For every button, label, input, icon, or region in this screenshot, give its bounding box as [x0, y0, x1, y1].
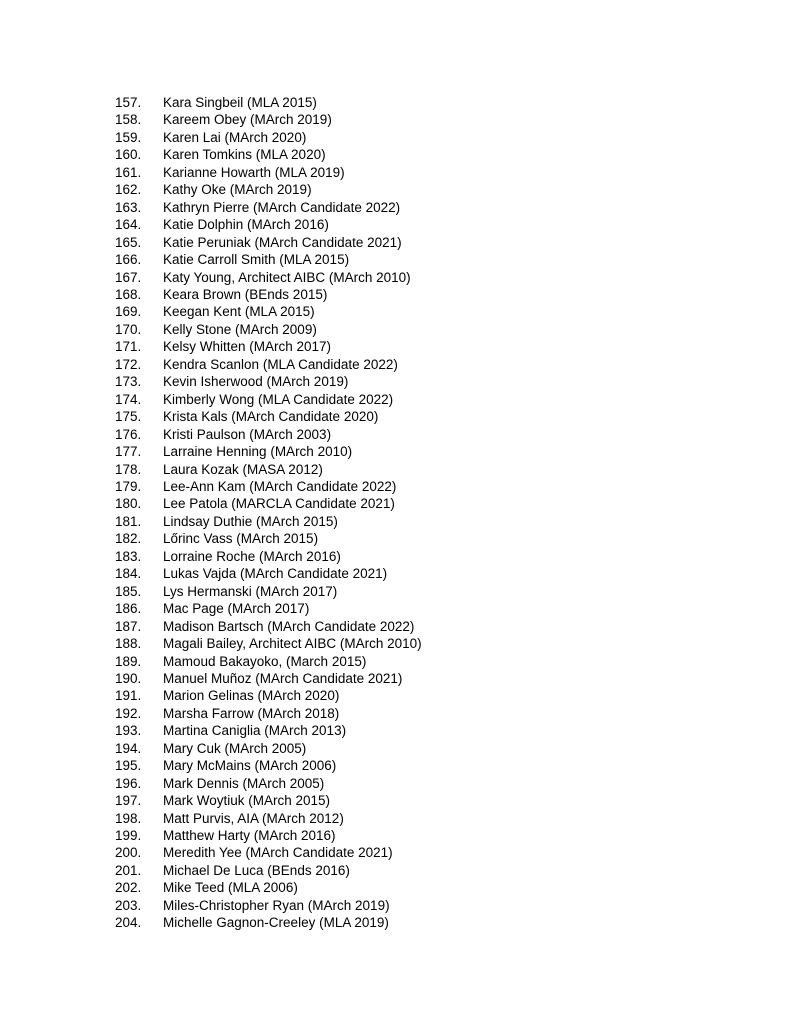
list-item [115, 530, 731, 547]
list-item-number: 194. [115, 740, 142, 756]
list-item-number: 196. [115, 775, 142, 791]
list-item [115, 879, 731, 896]
list-item-number: 160. [115, 147, 142, 163]
list-item-number: 203. [115, 897, 142, 913]
list-item [115, 670, 731, 687]
list-item-text: Lőrinc Vass (MArch 2015) [163, 531, 319, 547]
list-item [115, 321, 731, 338]
list-item [115, 234, 731, 251]
list-item-number: 202. [115, 880, 142, 896]
list-item-text: Matt Purvis, AIA (MArch 2012) [163, 810, 344, 826]
list-item-number: 181. [115, 513, 142, 529]
list-item [115, 775, 731, 792]
list-item-text: Kendra Scanlon (MLA Candidate 2022) [163, 356, 398, 372]
list-item [115, 862, 731, 879]
list-item-number: 204. [115, 915, 142, 931]
list-item-text: Magali Bailey, Architect AIBC (MArch 2010) [163, 636, 422, 652]
list-item-number: 171. [115, 339, 142, 355]
list-item [115, 565, 731, 582]
list-item [115, 722, 731, 739]
list-item [115, 792, 731, 809]
list-item-text: Lukas Vajda (MArch Candidate 2021) [163, 566, 388, 582]
list-item [115, 705, 731, 722]
list-item-number: 158. [115, 112, 142, 128]
list-item [115, 408, 731, 425]
list-item-number: 165. [115, 234, 142, 250]
list-item [115, 757, 731, 774]
list-item-text: Katie Dolphin (MArch 2016) [163, 217, 329, 233]
list-item [115, 687, 731, 704]
list-item-text: Keegan Kent (MLA 2015) [163, 304, 315, 320]
list-item-text: Kelly Stone (MArch 2009) [163, 321, 317, 337]
list-item-text: Manuel Muñoz (MArch Candidate 2021) [163, 670, 403, 686]
list-item-text: Matthew Harty (MArch 2016) [163, 828, 336, 844]
list-item [115, 495, 731, 512]
list-item-text: Karianne Howarth (MLA 2019) [163, 164, 345, 180]
list-item-number: 168. [115, 286, 142, 302]
list-item [115, 391, 731, 408]
list-item-number: 200. [115, 845, 142, 861]
list-item-text: Krista Kals (MArch Candidate 2020) [163, 409, 379, 425]
list-item-text: Mary McMains (MArch 2006) [163, 758, 337, 774]
list-item-number: 193. [115, 723, 142, 739]
list-item-number: 183. [115, 548, 142, 564]
list-item-text: Lys Hermanski (MArch 2017) [163, 583, 338, 599]
list-item-text: Kara Singbeil (MLA 2015) [163, 95, 317, 110]
list-item [115, 356, 731, 373]
list-item [115, 653, 731, 670]
list-item-number: 161. [115, 164, 142, 180]
list-item [115, 635, 731, 652]
list-item [115, 443, 731, 460]
list-item-number: 157. [115, 95, 142, 110]
list-item-text: Marion Gelinas (MArch 2020) [163, 688, 340, 704]
list-item-number: 163. [115, 199, 142, 215]
list-item-number: 174. [115, 391, 142, 407]
list-item [115, 600, 731, 617]
list-item [115, 286, 731, 303]
list-item-number: 187. [115, 618, 142, 634]
list-item-text: Lindsay Duthie (MArch 2015) [163, 513, 338, 529]
list-item-number: 182. [115, 531, 142, 547]
list-item [115, 303, 731, 320]
list-item-text: Kimberly Wong (MLA Candidate 2022) [163, 391, 394, 407]
list-item-text: Kareem Obey (MArch 2019) [163, 112, 332, 128]
list-item-text: Kristi Paulson (MArch 2003) [163, 426, 332, 442]
list-item-text: Larraine Henning (MArch 2010) [163, 444, 353, 460]
list-item-text: Madison Bartsch (MArch Candidate 2022) [163, 618, 415, 634]
list-item-text: Karen Tomkins (MLA 2020) [163, 147, 326, 163]
list-item-text: Katy Young, Architect AIBC (MArch 2010) [163, 269, 411, 285]
list-item-text: Miles-Christopher Ryan (MArch 2019) [163, 897, 390, 913]
list-item-number: 192. [115, 705, 142, 721]
list-item-text: Mary Cuk (MArch 2005) [163, 740, 307, 756]
list-item-text: Meredith Yee (MArch Candidate 2021) [163, 845, 393, 861]
list-item [115, 548, 731, 565]
list-item-text: Kathy Oke (MArch 2019) [163, 182, 312, 198]
list-item-number: 178. [115, 461, 142, 477]
list-item-text: Katie Carroll Smith (MLA 2015) [163, 252, 350, 268]
list-item [115, 810, 731, 827]
list-item-text: Mark Woytiuk (MArch 2015) [163, 793, 331, 809]
list-item-number: 185. [115, 583, 142, 599]
list-item [115, 251, 731, 268]
list-item [115, 740, 731, 757]
list-item [115, 338, 731, 355]
list-item-number: 170. [115, 321, 142, 337]
list-item [115, 426, 731, 443]
list-item-number: 175. [115, 409, 142, 425]
list-item [115, 583, 731, 600]
list-item-number: 184. [115, 566, 142, 582]
list-item [115, 111, 731, 128]
list-item-number: 169. [115, 304, 142, 320]
list-item-number: 172. [115, 356, 142, 372]
list-item-text: Kelsy Whitten (MArch 2017) [163, 339, 332, 355]
list-item-number: 191. [115, 688, 142, 704]
list-item-number: 195. [115, 758, 142, 774]
list-item-text: Lee Patola (MARCLA Candidate 2021) [163, 496, 395, 512]
list-item-number: 197. [115, 793, 142, 809]
list-item-text: Michael De Luca (BEnds 2016) [163, 862, 350, 878]
list-item-number: 180. [115, 496, 142, 512]
list-item [115, 827, 731, 844]
list-item [115, 618, 731, 635]
list-item-text: Katie Peruniak (MArch Candidate 2021) [163, 234, 402, 250]
list-item-number: 198. [115, 810, 142, 826]
list-item-text: Lee-Ann Kam (MArch Candidate 2022) [163, 478, 397, 494]
list-item-text: Marsha Farrow (MArch 2018) [163, 705, 340, 721]
list-item-text: Keara Brown (BEnds 2015) [163, 286, 328, 302]
list-item-number: 159. [115, 129, 142, 145]
list-item-text: Mamoud Bakayoko, (March 2015) [163, 653, 367, 669]
list-item [115, 478, 731, 495]
list-item-text: Michelle Gagnon-Creeley (MLA 2019) [163, 915, 389, 931]
list-item-text: Mark Dennis (MArch 2005) [163, 775, 325, 791]
list-item-number: 166. [115, 252, 142, 268]
list-item-text: Martina Caniglia (MArch 2013) [163, 723, 347, 739]
list-item [115, 513, 731, 530]
list-item-number: 189. [115, 653, 142, 669]
list-item-text: Lorraine Roche (MArch 2016) [163, 548, 341, 564]
list-item [115, 146, 731, 163]
list-item [115, 269, 731, 286]
list-item [115, 94, 731, 111]
list-item-text: Laura Kozak (MASA 2012) [163, 461, 323, 477]
list-item-text: Karen Lai (MArch 2020) [163, 129, 307, 145]
list-item-number: 201. [115, 862, 142, 878]
list-item [115, 897, 731, 914]
list-item [115, 914, 731, 931]
list-item [115, 199, 731, 216]
list-item [115, 461, 731, 478]
list-item [115, 164, 731, 181]
list-item-number: 188. [115, 636, 142, 652]
list-item-number: 186. [115, 601, 142, 617]
list-item [115, 181, 731, 198]
list-item-text: Mac Page (MArch 2017) [163, 601, 310, 617]
list-item [115, 373, 731, 390]
list-item-number: 162. [115, 182, 142, 198]
list-item-number: 176. [115, 426, 142, 442]
list-item [115, 844, 731, 861]
list-item-number: 173. [115, 374, 142, 390]
alumni-list [115, 94, 731, 932]
list-item-number: 199. [115, 828, 142, 844]
list-item [115, 129, 731, 146]
list-item-number: 164. [115, 217, 142, 233]
list-item-number: 177. [115, 444, 142, 460]
list-item-text: Mike Teed (MLA 2006) [163, 880, 298, 896]
list-item [115, 216, 731, 233]
list-item-number: 190. [115, 670, 142, 686]
list-item-number: 179. [115, 478, 142, 494]
list-item-number: 167. [115, 269, 142, 285]
list-item-text: Kathryn Pierre (MArch Candidate 2022) [163, 199, 401, 215]
list-item-text: Kevin Isherwood (MArch 2019) [163, 374, 349, 390]
